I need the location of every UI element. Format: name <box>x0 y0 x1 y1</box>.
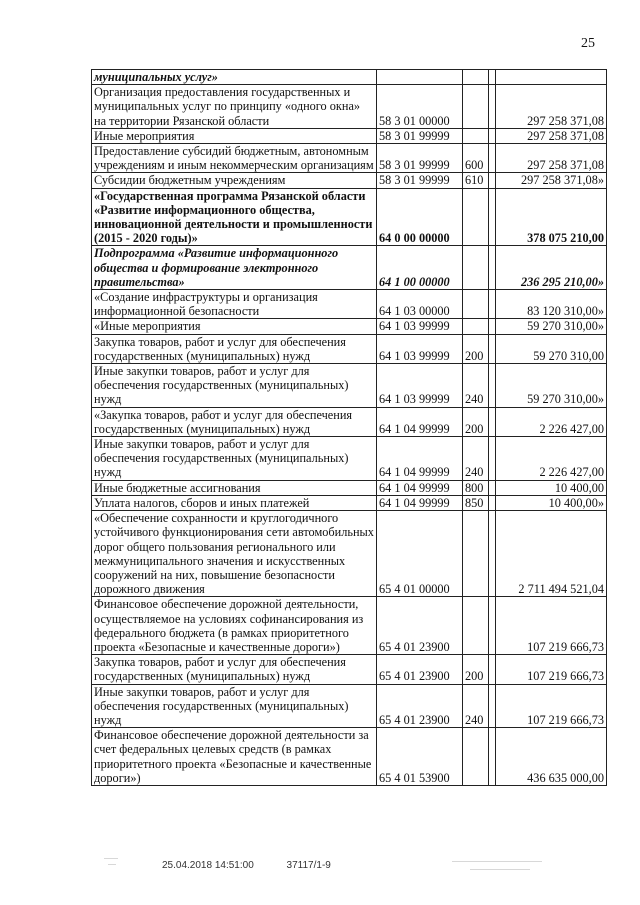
row-expense-type-cell: 200 <box>463 655 489 684</box>
row-name-cell: «Создание инфраструктуры и организация информационной безопасности <box>92 290 377 319</box>
row-amount-cell: 107 219 666,73 <box>496 655 607 684</box>
table-row <box>92 128 607 143</box>
row-amount-cell: 10 400,00 <box>496 480 607 495</box>
row-spacer-cell <box>489 70 496 85</box>
row-code-cell: 64 1 04 99999 <box>377 407 463 436</box>
row-code-cell: 65 4 01 23900 <box>377 597 463 655</box>
row-expense-type-cell: 240 <box>463 437 489 481</box>
row-code-cell: 64 1 03 99999 <box>377 334 463 363</box>
row-name-cell: Иные мероприятия <box>92 128 377 143</box>
row-amount-cell: 10 400,00» <box>496 495 607 510</box>
row-name-cell: Иные закупки товаров, работ и услуг для обеспечения государственных (муниципальных) нужд <box>92 437 377 481</box>
table-row <box>92 437 607 481</box>
page-number: 25 <box>581 36 595 51</box>
row-spacer-cell <box>489 364 496 408</box>
row-expense-type-cell <box>463 70 489 85</box>
row-expense-type-cell: 200 <box>463 407 489 436</box>
row-code-cell: 64 1 04 99999 <box>377 495 463 510</box>
row-spacer-cell <box>489 511 496 597</box>
row-amount-cell: 297 258 371,08 <box>496 144 607 173</box>
budget-table <box>91 69 607 786</box>
row-spacer-cell <box>489 655 496 684</box>
table-row <box>92 511 607 597</box>
row-code-cell: 65 4 01 23900 <box>377 684 463 728</box>
row-name-cell: Иные бюджетные ассигнования <box>92 480 377 495</box>
row-spacer-cell <box>489 728 496 786</box>
row-spacer-cell <box>489 173 496 188</box>
row-amount-cell: 2 711 494 521,04 <box>496 511 607 597</box>
row-amount-cell: 297 258 371,08 <box>496 85 607 129</box>
row-code-cell: 64 0 00 00000 <box>377 188 463 246</box>
row-spacer-cell <box>489 684 496 728</box>
row-amount-cell: 59 270 310,00» <box>496 364 607 408</box>
row-expense-type-cell <box>463 290 489 319</box>
row-code-cell: 64 1 04 99999 <box>377 437 463 481</box>
row-amount-cell: 107 219 666,73 <box>496 684 607 728</box>
row-expense-type-cell <box>463 511 489 597</box>
table-row <box>92 480 607 495</box>
row-expense-type-cell <box>463 85 489 129</box>
scan-noise <box>470 869 530 870</box>
row-amount-cell: 83 120 310,00» <box>496 290 607 319</box>
row-spacer-cell <box>489 407 496 436</box>
row-amount-cell: 2 226 427,00 <box>496 407 607 436</box>
row-amount-cell: 378 075 210,00 <box>496 188 607 246</box>
table-row <box>92 188 607 246</box>
row-name-cell: Субсидии бюджетным учреждениям <box>92 173 377 188</box>
row-name-cell: Закупка товаров, работ и услуг для обеспечения государственных (муниципальных) нужд <box>92 655 377 684</box>
row-amount-cell: 2 226 427,00 <box>496 437 607 481</box>
row-amount-cell <box>496 70 607 85</box>
row-code-cell: 58 3 01 99999 <box>377 128 463 143</box>
scan-noise <box>108 864 116 865</box>
row-expense-type-cell: 800 <box>463 480 489 495</box>
row-code-cell <box>377 70 463 85</box>
row-code-cell: 64 1 00 00000 <box>377 246 463 290</box>
row-expense-type-cell <box>463 728 489 786</box>
row-name-cell: Финансовое обеспечение дорожной деятельности, осуществляемое на условиях софинансирования из федерального бюджета (в рамках приоритетного проекта «Безопасные и качественные дороги») <box>92 597 377 655</box>
row-code-cell: 58 3 01 00000 <box>377 85 463 129</box>
row-name-cell: Организация предоставления государственных и муниципальных услуг по принципу «одного окна» на территории Рязанской области <box>92 85 377 129</box>
page-footer <box>162 860 331 871</box>
row-expense-type-cell <box>463 246 489 290</box>
row-spacer-cell <box>489 495 496 510</box>
row-spacer-cell <box>489 480 496 495</box>
row-amount-cell: 107 219 666,73 <box>496 597 607 655</box>
row-expense-type-cell: 240 <box>463 684 489 728</box>
row-expense-type-cell: 600 <box>463 144 489 173</box>
row-code-cell: 64 1 03 99999 <box>377 364 463 408</box>
row-spacer-cell <box>489 188 496 246</box>
row-name-cell: Финансовое обеспечение дорожной деятельности за счет федеральных целевых средств (в рамках приоритетного проекта «Безопасные и качественные дороги») <box>92 728 377 786</box>
table-row <box>92 655 607 684</box>
table-row <box>92 319 607 334</box>
table-row <box>92 173 607 188</box>
row-name-cell: «Обеспечение сохранности и круглогодичного устойчивого функционирования сети автомобильных дорог общего пользования регионального или межмуниципального значения и искусственных сооружений на них, повышение безопасности дорожного движения <box>92 511 377 597</box>
row-amount-cell: 236 295 210,00» <box>496 246 607 290</box>
row-expense-type-cell <box>463 597 489 655</box>
row-amount-cell: 59 270 310,00 <box>496 334 607 363</box>
table-row <box>92 246 607 290</box>
table-row <box>92 495 607 510</box>
row-spacer-cell <box>489 128 496 143</box>
table-row <box>92 684 607 728</box>
row-name-cell: «Закупка товаров, работ и услуг для обеспечения государственных (муниципальных) нужд <box>92 407 377 436</box>
table-row <box>92 290 607 319</box>
footer-document-id: 37117/1-9 <box>286 860 331 871</box>
table-row <box>92 70 607 85</box>
row-spacer-cell <box>489 85 496 129</box>
row-spacer-cell <box>489 246 496 290</box>
row-name-cell: «Государственная программа Рязанской области «Развитие информационного общества, инновационной деятельности и промышленности (2015 - 2020 годы)» <box>92 188 377 246</box>
row-code-cell: 65 4 01 23900 <box>377 655 463 684</box>
table-row <box>92 728 607 786</box>
scan-noise <box>452 861 542 862</box>
row-spacer-cell <box>489 597 496 655</box>
row-expense-type-cell: 200 <box>463 334 489 363</box>
table-row <box>92 597 607 655</box>
row-code-cell: 64 1 04 99999 <box>377 480 463 495</box>
row-spacer-cell <box>489 144 496 173</box>
row-code-cell: 64 1 03 99999 <box>377 319 463 334</box>
row-name-cell: Уплата налогов, сборов и иных платежей <box>92 495 377 510</box>
row-name-cell: Иные закупки товаров, работ и услуг для обеспечения государственных (муниципальных) нужд <box>92 364 377 408</box>
row-expense-type-cell <box>463 319 489 334</box>
row-code-cell: 58 3 01 99999 <box>377 144 463 173</box>
row-amount-cell: 436 635 000,00 <box>496 728 607 786</box>
table-row <box>92 85 607 129</box>
row-expense-type-cell: 240 <box>463 364 489 408</box>
table-row <box>92 364 607 408</box>
row-name-cell: «Иные мероприятия <box>92 319 377 334</box>
row-expense-type-cell <box>463 188 489 246</box>
scan-noise <box>104 858 118 859</box>
row-expense-type-cell <box>463 128 489 143</box>
budget-table-body <box>92 70 607 786</box>
footer-timestamp: 25.04.2018 14:51:00 <box>162 860 254 871</box>
row-spacer-cell <box>489 319 496 334</box>
row-amount-cell: 297 258 371,08 <box>496 128 607 143</box>
row-code-cell: 65 4 01 53900 <box>377 728 463 786</box>
table-row <box>92 144 607 173</box>
row-spacer-cell <box>489 334 496 363</box>
table-row <box>92 407 607 436</box>
row-spacer-cell <box>489 290 496 319</box>
row-amount-cell: 297 258 371,08» <box>496 173 607 188</box>
row-name-cell: Закупка товаров, работ и услуг для обеспечения государственных (муниципальных) нужд <box>92 334 377 363</box>
row-code-cell: 64 1 03 00000 <box>377 290 463 319</box>
row-name-cell: Иные закупки товаров, работ и услуг для обеспечения государственных (муниципальных) нужд <box>92 684 377 728</box>
row-code-cell: 58 3 01 99999 <box>377 173 463 188</box>
row-amount-cell: 59 270 310,00» <box>496 319 607 334</box>
row-name-cell: Подпрограмма «Развитие информационного общества и формирование электронного правительства» <box>92 246 377 290</box>
table-row <box>92 334 607 363</box>
row-expense-type-cell: 850 <box>463 495 489 510</box>
row-code-cell: 65 4 01 00000 <box>377 511 463 597</box>
row-spacer-cell <box>489 437 496 481</box>
row-expense-type-cell: 610 <box>463 173 489 188</box>
row-name-cell: Предоставление субсидий бюджетным, автономным учреждениям и иным некоммерческим организациям <box>92 144 377 173</box>
row-name-cell: муниципальных услуг» <box>92 70 377 85</box>
